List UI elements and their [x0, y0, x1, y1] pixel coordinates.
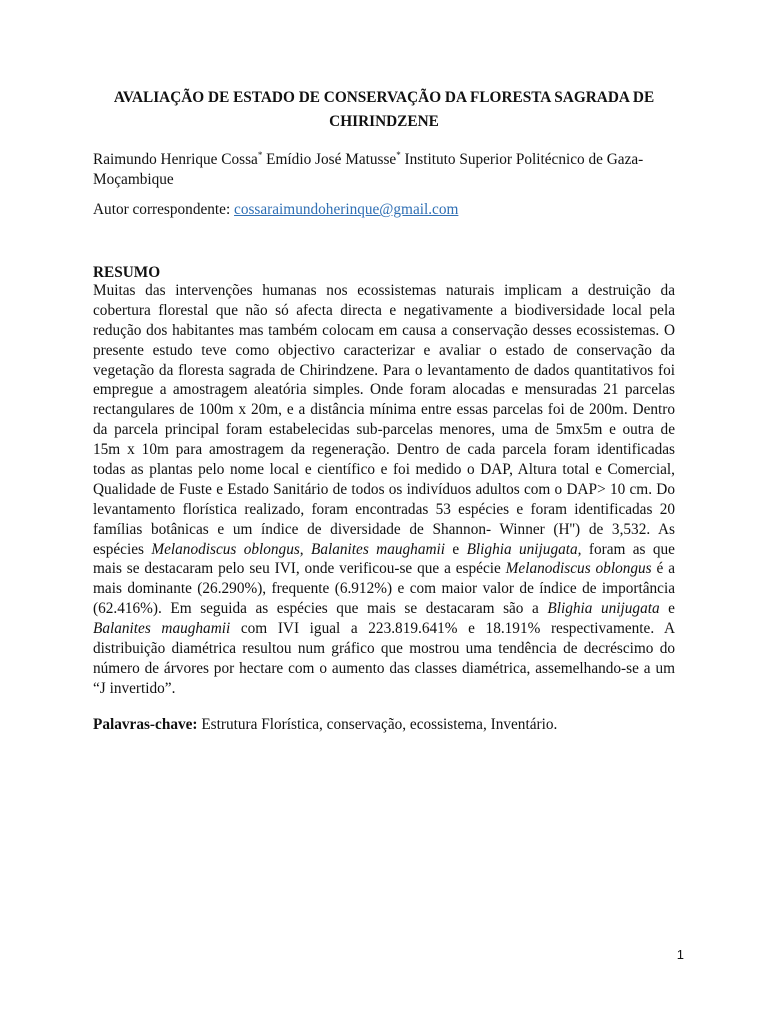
species-names: Melanodiscus oblongus, Balanites maughamii: [151, 540, 446, 558]
abstract-line: rectangulares de 100m x 20m, e a distância mínima entre essas parcelas foi de 200m. Dentro: [93, 401, 675, 419]
species-name: Blighia unijugata,: [466, 540, 582, 558]
contact-label: Autor correspondente:: [93, 201, 235, 218]
keywords-text: Estrutura Florística, conservação, ecossistema, Inventário.: [197, 716, 558, 733]
abstract-line: distribuição diamétrica resultou num gráfico que mostrou uma tendência de decréscimo do: [93, 640, 675, 658]
author-2: Emídio José Matusse: [262, 151, 397, 168]
text-segment: foram as que: [581, 540, 675, 558]
abstract-line: número de árvores por hectare com o aumento das classes diamétrica, assemelhando-se a um: [93, 659, 675, 677]
abstract-line: cobertura florestal que não só afecta directa e negativamente a biodiversidade local pela: [93, 301, 675, 319]
abstract-line: [93, 599, 675, 619]
abstract-line: [93, 619, 675, 639]
abstract-line: vegetação da floresta sagrada de Chirindzene. Para o levantamento de dados quantitativos foi: [93, 361, 675, 379]
abstract-line: Muitas das intervenções humanas nos ecossistemas naturais implicam a destruição da: [93, 282, 675, 299]
abstract-line: 15m x 10m para amostragem da regeneração. Dentro de cada parcela foram identificadas: [93, 441, 675, 459]
title-line-1: AVALIAÇÃO DE ESTADO DE CONSERVAÇÃO DA FLORESTA SAGRADA DE: [113, 89, 655, 106]
abstract-line: famílias botânicas e um índice de diversidade de Shannon- Winner (H'') de 3,532. As: [93, 520, 675, 538]
abstract-line: levantamento florística realizado, foram encontradas 53 espécies e foram identificadas 20: [93, 500, 675, 518]
text-segment: e: [445, 540, 467, 558]
text-segment: mais se destacaram pelo seu IVI, onde verificou-se que a espécie: [93, 560, 506, 578]
abstract-line: mais dominante (26.290%), frequente (6.912%) e com maior valor de índice de importância: [93, 580, 675, 598]
abstract-heading: RESUMO: [93, 264, 161, 281]
species-name: Blighia unijugata: [547, 600, 660, 618]
text-segment: é a: [651, 560, 675, 578]
abstract-line: redução dos habitantes mas também colocam em causa a conservação desses ecossistemas. O: [93, 321, 675, 339]
abstract-line: Qualidade de Fuste e Estado Sanitário de todos os indivíduos adultos com o DAP> 10 cm. Do: [93, 480, 675, 498]
corresponding-author: [93, 200, 673, 220]
title-line-2: CHIRINDZENE: [329, 113, 439, 130]
page-number: 1: [676, 947, 684, 962]
text-segment: espécies: [93, 540, 152, 558]
paper-title: [94, 86, 674, 134]
keywords-line: [93, 715, 675, 735]
abstract-line: presente estudo teve como objectivo caracterizar e avaliar o estado de conservação da: [93, 341, 675, 359]
abstract-line: “J invertido”.: [93, 679, 176, 697]
affiliation: Instituto Superior Politécnico de Gaza-Moçambique: [93, 151, 644, 188]
text-segment: e: [659, 600, 675, 618]
keywords-label: Palavras-chave:: [93, 716, 198, 733]
abstract-line: [93, 559, 675, 579]
email-link[interactable]: cossaraimundoherinque@gmail.com: [234, 201, 459, 218]
abstract-body: [93, 281, 675, 699]
author-1-mark: *: [257, 150, 263, 160]
abstract-line: da parcela principal foram estabelecidas sub-parcelas menores, uma de 5mx5m e outra de: [93, 421, 675, 439]
text-segment: com IVI igual a 223.819.641% e 18.191% respectivamente. A: [230, 620, 675, 638]
species-name: Melanodiscus oblongus: [505, 560, 652, 578]
author-2-mark: *: [396, 150, 401, 160]
abstract-line: empregue a amostragem aleatória simples. Onde foram alocadas e mensuradas 21 parcelas: [93, 381, 675, 399]
abstract-line: [93, 540, 675, 560]
author-1: Raimundo Henrique Cossa: [93, 151, 258, 168]
text-segment: (62.416%). Em seguida as espécies que mais se destacaram são a: [93, 600, 548, 618]
abstract-line: todas as plantas pelo nome local e científico e foi medido o DAP, Altura total e Comercial,: [93, 461, 675, 479]
species-name: Balanites maughamii: [93, 620, 231, 638]
author-line: [93, 150, 673, 190]
